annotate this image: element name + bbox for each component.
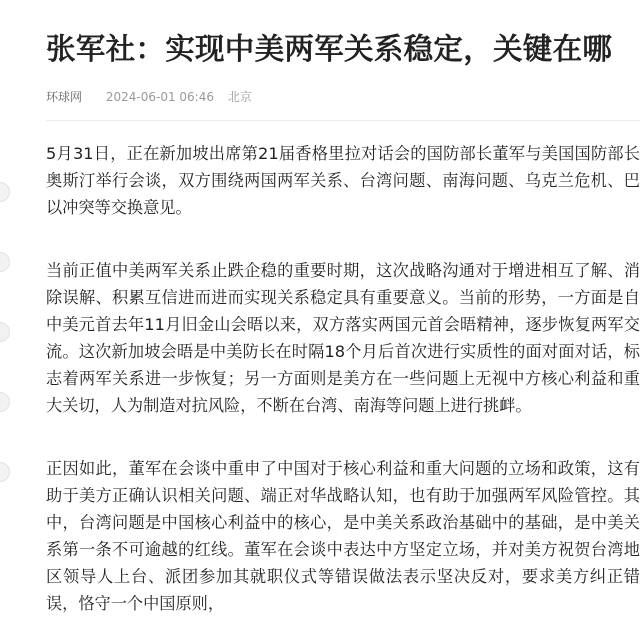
more-icon[interactable] bbox=[0, 462, 10, 482]
comment-icon[interactable] bbox=[0, 252, 10, 272]
article-title: 张军社：实现中美两军关系稳定，关键在哪 bbox=[46, 32, 613, 66]
share-sidebar bbox=[0, 170, 12, 522]
article-paragraph-3: 正因如此，董军在会谈中重申了中国对于核心利益和重大问题的立场和政策，这有助于美方正确认识相关问题、端正对华战略认知，也有助于加强两军风险管控。其中，台湾问题是中国核心利益中的核心，是中美关系政治基础中的基础，是中美关系第一条不可逾越的红线。董军在会谈中表达中方坚定立场，并对美方祝贺台湾地区领导人上台、派团参加其就职仪式等错误做法表示坚决反对，要求美方纠正错误，恪守一个中国原则， bbox=[46, 459, 640, 613]
article-meta bbox=[46, 88, 262, 106]
favorite-icon[interactable] bbox=[0, 392, 10, 412]
like-icon[interactable] bbox=[0, 322, 10, 342]
article-source[interactable]: 环球网 bbox=[46, 90, 83, 104]
article-location: 北京 bbox=[227, 90, 252, 104]
article-paragraph-2: 当前正值中美两军关系止跌企稳的重要时期，这次战略沟通对于增进相互了解、消除误解、积累互信进而进而实现关系稳定具有重要意义。当前的形势，一方面是自中美元首去年11月旧金山会晤以来，双方落实两国元首会晤精神，逐步恢复两军交流。这次新加坡会晤是中美防长在时隔18个月后首次进行实质性的面对面对话，标志着两军关系进一步恢复；另一方面则是美方在一些问题上无视中方核心利益和重大关切，人为制造对抗风险，不断在台湾、南海等问题上进行挑衅。 bbox=[46, 261, 640, 415]
article-paragraph-1: 5月31日，正在新加坡出席第21届香格里拉对话会的国防部长董军与美国国防部长奥斯汀举行会谈，双方围绕两国两军关系、台湾问题、南海问题、乌克兰危机、巴以冲突等交换意见。 bbox=[46, 144, 640, 217]
share-icon[interactable] bbox=[0, 182, 10, 202]
article-datetime: 2024-06-01 06:46 bbox=[105, 90, 214, 104]
article-body bbox=[46, 140, 640, 641]
meta-divider bbox=[46, 120, 640, 121]
